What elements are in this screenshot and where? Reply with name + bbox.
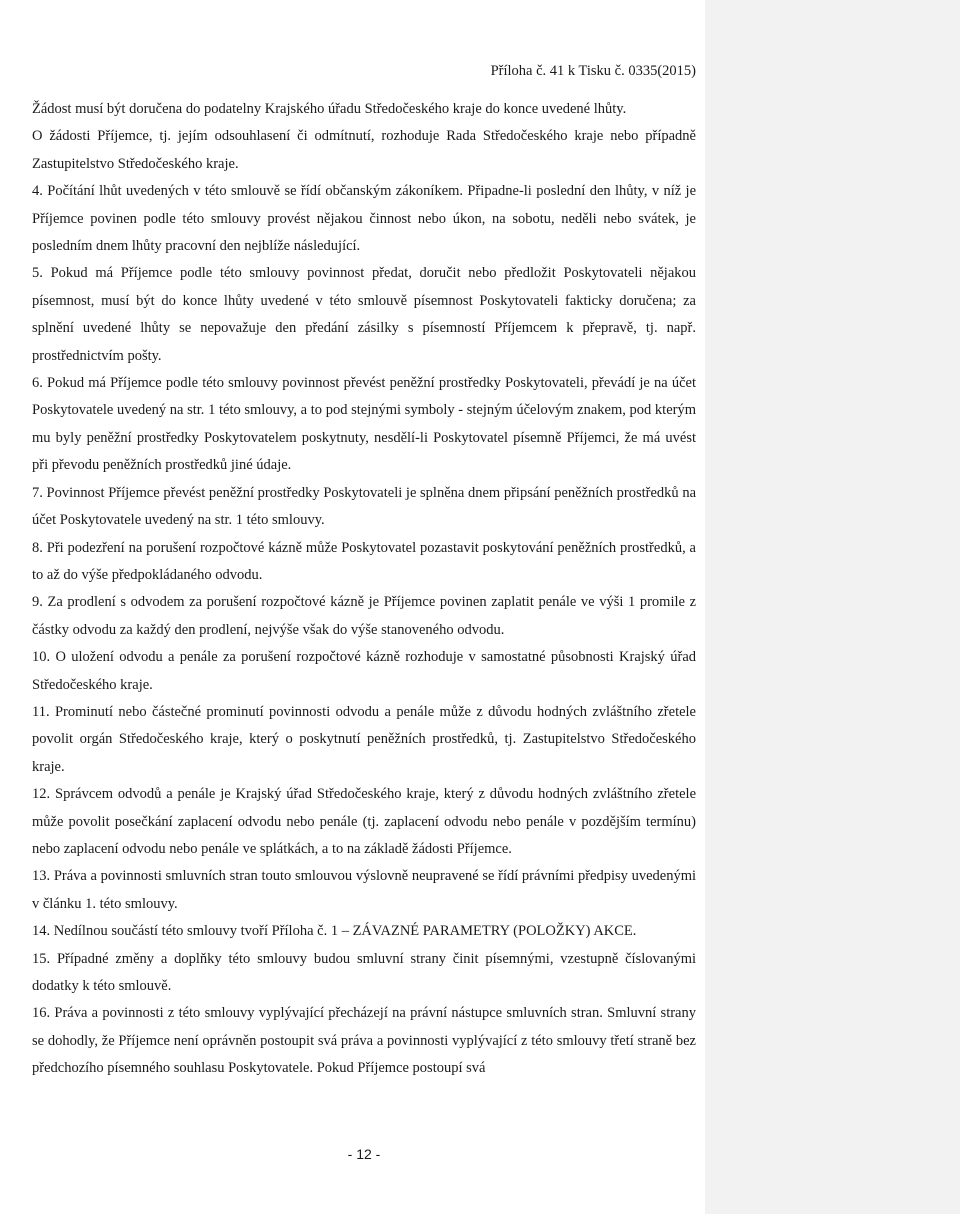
clause-number: 10. xyxy=(32,649,51,666)
document-body xyxy=(32,96,696,1083)
clause-7 xyxy=(32,480,696,535)
clause-text: Povinnost Příjemce převést peněžní prostředky Poskytovateli je splněna dnem připsání peněžních prostředků na účet Poskytovatele uvedený na str. 1 této smlouvy. xyxy=(32,484,697,529)
intro-paragraph-2: O žádosti Příjemce, tj. jejím odsouhlasení či odmítnutí, rozhoduje Rada Středočeského kraje nebo případně Zastupitelstvo Středočeského kraje. xyxy=(32,128,696,172)
side-margin-panel xyxy=(705,0,960,1214)
clause-11 xyxy=(32,699,696,781)
clause-13 xyxy=(32,863,696,918)
intro-paragraph-1: Žádost musí být doručena do podatelny Krajského úřadu Středočeského kraje do konce uvedené lhůty. xyxy=(32,101,627,117)
clause-text: Nedílnou součástí této smlouvy tvoří Příloha č. 1 – ZÁVAZNÉ PARAMETRY (POLOŽKY) AKCE. xyxy=(53,923,637,940)
clause-16 xyxy=(32,1000,696,1082)
clause-number: 16. xyxy=(32,1005,51,1022)
clause-number: 15. xyxy=(32,950,51,967)
clause-text: Pokud má Příjemce podle této smlouvy povinnost předat, doručit nebo předložit Poskytovateli nějakou písemnost, musí být do konce lhůty uvedené v této smlouvě písemnost Poskytovateli fakticky doručena; za splnění uvedené lhůty se nepovažuje den předání zásilky s písemností Příjemcem k přepravě, tj. např. prostřednictvím pošty. xyxy=(32,265,697,364)
clause-8 xyxy=(32,535,696,590)
clause-number: 7. xyxy=(32,484,43,501)
attachment-reference: Příloha č. 41 k Tisku č. 0335(2015) xyxy=(490,63,696,79)
clause-text: Počítání lhůt uvedených v této smlouvě se řídí občanským zákoníkem. Připadne-li poslední den lhůty, v níž je Příjemce povinen podle této smlouvy provést nějakou činnost nebo úkon, na sobotu, neděli nebo svátek, je posledním dnem lhůty pracovní den nejblíže následující. xyxy=(32,183,697,255)
clause-text: Případné změny a doplňky této smlouvy budou smluvní strany činit písemnými, vzestupně číslovanými dodatky k této smlouvě. xyxy=(32,950,696,994)
page-number: - 12 - xyxy=(347,1146,381,1162)
clause-number: 6. xyxy=(32,375,43,392)
clause-text: Práva a povinnosti smluvních stran touto smlouvou výslovně neupravené se řídí právními předpisy uvedenými v článku 1. této smlouvy. xyxy=(32,868,696,912)
clause-number: 11. xyxy=(32,703,50,720)
clause-text: O uložení odvodu a penále za porušení rozpočtové kázně rozhoduje v samostatné působnosti Krajský úřad Středočeského kraje. xyxy=(32,649,697,693)
clause-5 xyxy=(32,260,696,370)
clause-text: Prominutí nebo částečné prominutí povinnosti odvodu a penále může z důvodu hodných zvláštního zřetele povolit orgán Středočeského kraje, který o poskytnutí peněžních prostředků, tj. Zastupitelstvo Středočeského kraje. xyxy=(32,703,696,775)
clause-number: 8. xyxy=(32,539,43,556)
clause-number: 4. xyxy=(32,183,43,200)
clause-number: 5. xyxy=(32,265,43,282)
clause-text: Práva a povinnosti z této smlouvy vyplývající přecházejí na právní nástupce smluvních stran. Smluvní strany se dohodly, že Příjemce není oprávněn postoupit svá práva a povinnosti vyplývající z této smlouvy třetí straně bez předchozího písemného souhlasu Poskytovatele. Pokud Příjemce postoupí svá xyxy=(32,1005,696,1077)
clause-text: Za prodlení s odvodem za porušení rozpočtové kázně je Příjemce povinen zaplatit penále ve výši 1 promile z částky odvodu za každý den prodlení, nejvýše však do výše stanoveného odvodu. xyxy=(32,594,697,638)
clause-14 xyxy=(32,918,696,945)
clause-text: Při podezření na porušení rozpočtové kázně může Poskytovatel pozastavit poskytování peněžních prostředků, a to až do výše předpokládaného odvodu. xyxy=(32,539,696,583)
clause-number: 12. xyxy=(32,786,51,803)
clause-text: Správcem odvodů a penále je Krajský úřad Středočeského kraje, který z důvodu hodných zvláštního zřetele může povolit posečkání zaplacení odvodu nebo penále (tj. zaplacení odvodu nebo penále v pozdějším termínu) nebo zaplacení odvodu nebo penále ve splátkách, a to na základě žádosti Příjemce. xyxy=(32,786,697,857)
clause-6 xyxy=(32,370,696,480)
clause-15 xyxy=(32,946,696,1001)
clause-text: Pokud má Příjemce podle této smlouvy povinnost převést peněžní prostředky Poskytovateli, převádí je na účet Poskytovatele uvedený na str. 1 této smlouvy, a to pod stejnými symboly - stejným účelovým znakem, pod kterým mu byly peněžní prostředky Poskytovatelem poskytnuty, nesdělí-li Poskytovatel písemně Příjemci, že má uvést při převodu peněžních prostředků jiné údaje. xyxy=(32,375,697,474)
clause-12 xyxy=(32,781,696,863)
clause-number: 9. xyxy=(32,594,43,611)
clause-9 xyxy=(32,589,696,644)
clause-number: 14. xyxy=(32,923,51,940)
numbered-clauses xyxy=(32,178,696,1082)
clause-10 xyxy=(32,644,696,699)
clause-4 xyxy=(32,178,696,260)
clause-number: 13. xyxy=(32,868,51,885)
